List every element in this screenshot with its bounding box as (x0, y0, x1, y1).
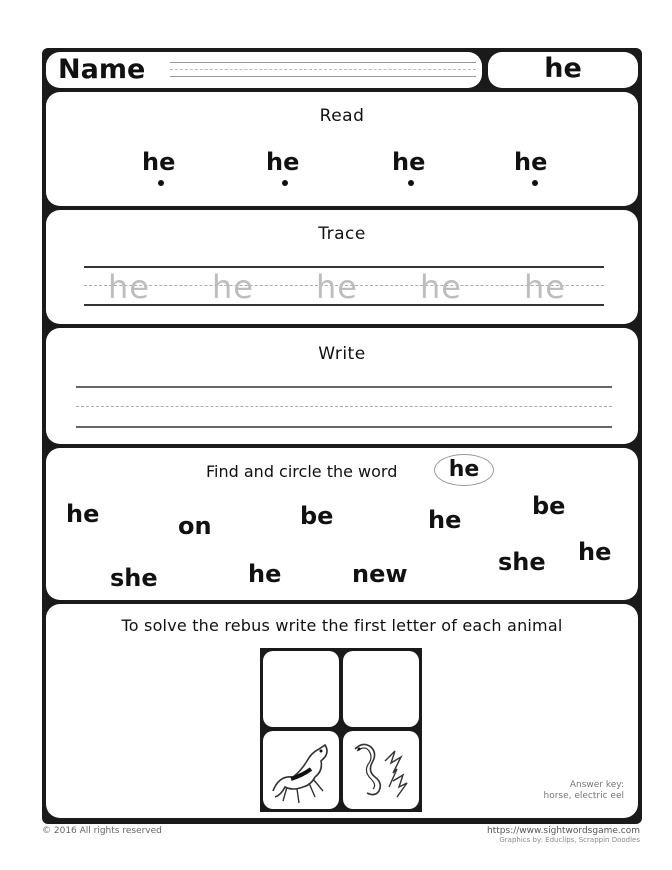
read-dot (158, 180, 164, 186)
read-word: he (266, 148, 300, 176)
find-word[interactable]: she (110, 564, 158, 592)
electric-eel-picture (343, 731, 419, 809)
read-word: he (142, 148, 176, 176)
trace-word[interactable]: he (524, 268, 566, 306)
site-link[interactable]: https://www.sightwordsgame.com (487, 826, 640, 836)
read-dot (408, 180, 414, 186)
graphics-credit: Graphics by: Educlips, Scrappin Doodles (499, 836, 640, 844)
worksheet (42, 48, 642, 824)
electric-eel-icon (343, 731, 419, 809)
answer-key-label: Answer key: (569, 780, 624, 790)
read-title: Read (319, 106, 365, 126)
header-word-panel (488, 52, 638, 88)
trace-panel (46, 210, 638, 324)
find-word[interactable]: she (498, 548, 546, 576)
write-panel (46, 328, 638, 444)
read-word: he (392, 148, 426, 176)
find-target-word: he (434, 454, 494, 486)
trace-lines (84, 266, 604, 306)
trace-word[interactable]: he (108, 268, 150, 306)
copyright: © 2016 All rights reserved (42, 826, 162, 836)
write-title: Write (318, 344, 366, 364)
name-panel (46, 52, 482, 88)
write-lines[interactable] (76, 386, 612, 430)
rebus-title: To solve the rebus write the first letter of each animal (121, 616, 563, 635)
find-word[interactable]: new (352, 560, 408, 588)
trace-word[interactable]: he (316, 268, 358, 306)
find-word[interactable]: he (578, 538, 612, 566)
name-label: Name (58, 54, 146, 85)
rebus-grid (260, 648, 422, 812)
find-word[interactable]: on (178, 512, 212, 540)
trace-word[interactable]: he (212, 268, 254, 306)
trace-word[interactable]: he (420, 268, 462, 306)
name-writing-lines[interactable] (170, 62, 476, 80)
read-word: he (514, 148, 548, 176)
find-word[interactable]: he (66, 500, 100, 528)
find-word[interactable]: be (300, 502, 334, 530)
find-panel (46, 448, 638, 600)
find-title: Find and circle the word (206, 462, 398, 481)
horse-picture (263, 731, 339, 809)
find-word[interactable]: he (248, 560, 282, 588)
trace-title: Trace (318, 224, 366, 244)
find-word[interactable]: be (532, 492, 566, 520)
answer-key-value: horse, electric eel (543, 791, 624, 801)
rebus-panel (46, 604, 638, 818)
answer-key (544, 780, 625, 802)
rebus-answer-box[interactable] (343, 651, 419, 727)
read-dot (282, 180, 288, 186)
read-dot (532, 180, 538, 186)
horse-icon (263, 731, 339, 809)
find-word[interactable]: he (428, 506, 462, 534)
read-panel (46, 92, 638, 206)
footer-credits (487, 826, 640, 844)
header-word: he (544, 53, 582, 84)
rebus-answer-box[interactable] (263, 651, 339, 727)
